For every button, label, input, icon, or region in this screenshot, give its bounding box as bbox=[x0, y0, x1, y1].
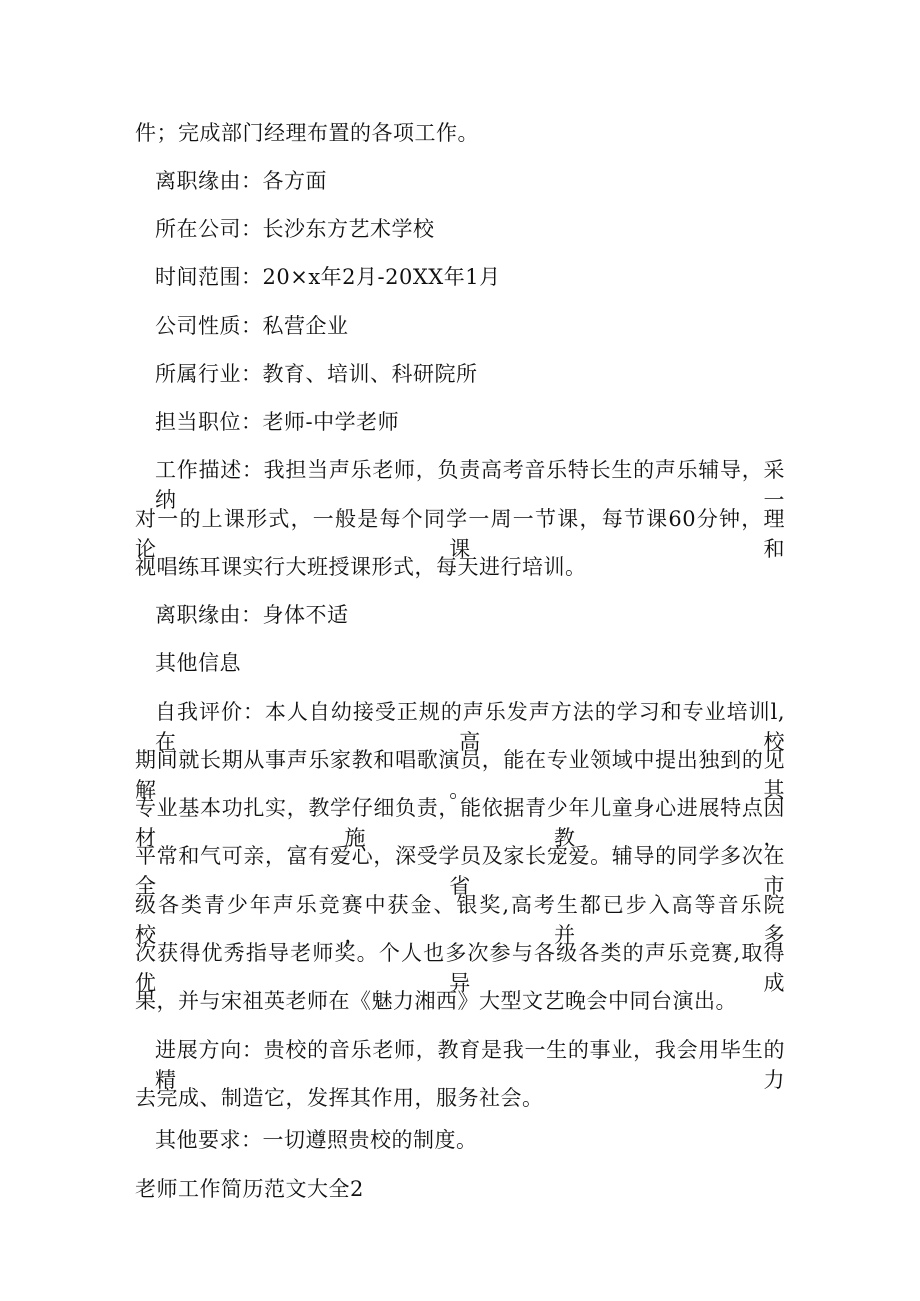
self-evaluation-line: 次获得优秀指导老师奖。个人也多次参与各级各类的声乐竞赛,取得优异成 bbox=[135, 941, 785, 995]
field-industry: 所属行业：教育、培训、科研院所 bbox=[155, 362, 478, 386]
career-direction-line: 去完成、制造它，发挥其作用，服务社会。 bbox=[135, 1086, 544, 1110]
text-line: 件；完成部门经理布置的各项工作。 bbox=[135, 121, 479, 145]
field-company: 所在公司：长沙东方艺术学校 bbox=[155, 217, 435, 241]
section-title: 老师工作简历范文大全2 bbox=[135, 1177, 364, 1201]
career-direction-line: 进展方向：贵校的音乐老师，教育是我一生的事业，我会用毕生的精力 bbox=[155, 1038, 785, 1092]
field-leave-reason: 离职缘由：各方面 bbox=[155, 169, 327, 193]
field-time-range: 时间范围：20×x年2月-20XX年1月 bbox=[155, 265, 501, 289]
field-company-type: 公司性质：私营企业 bbox=[155, 314, 349, 338]
self-evaluation-line: 平常和气可亲，富有爱心，深受学员及家长宠爱。辅导的同学多次在全省市 bbox=[135, 844, 785, 898]
self-evaluation-line: 专业基本功扎实，教学仔细负责，能依据青少年儿童身心进展特点因材施教， bbox=[135, 796, 785, 850]
self-evaluation-line: 级各类青少年声乐竞赛中获金、银奖,高考生都已步入高等音乐院校，并多 bbox=[135, 893, 785, 947]
field-other-requirements: 其他要求：一切遵照贵校的制度。 bbox=[155, 1128, 478, 1152]
field-leave-reason: 离职缘由：身体不适 bbox=[155, 603, 349, 627]
self-evaluation-line: 期间就长期从事声乐家教和唱歌演员，能在专业领域中提出独到的见解。其 bbox=[135, 748, 785, 802]
section-heading-other-info: 其他信息 bbox=[155, 651, 241, 675]
self-evaluation-line: 果，并与宋祖英老师在《魅力湘西》大型文艺晚会中同台演出。 bbox=[135, 989, 737, 1013]
self-evaluation-line: 自我评价：本人自幼接受正规的声乐发声方法的学习和专业培训l,在高校 bbox=[155, 700, 785, 754]
job-description-line: 工作描述：我担当声乐老师，负责高考音乐特长生的声乐辅导，采纳一 bbox=[155, 458, 785, 512]
job-description-line: 视唱练耳课实行大班授课形式，每天进行培训。 bbox=[135, 555, 587, 579]
field-position: 担当职位：老师-中学老师 bbox=[155, 410, 400, 434]
job-description-line: 对一的上课形式，一般是每个同学一周一节课，每节课60分钟，理论课和 bbox=[135, 507, 785, 561]
